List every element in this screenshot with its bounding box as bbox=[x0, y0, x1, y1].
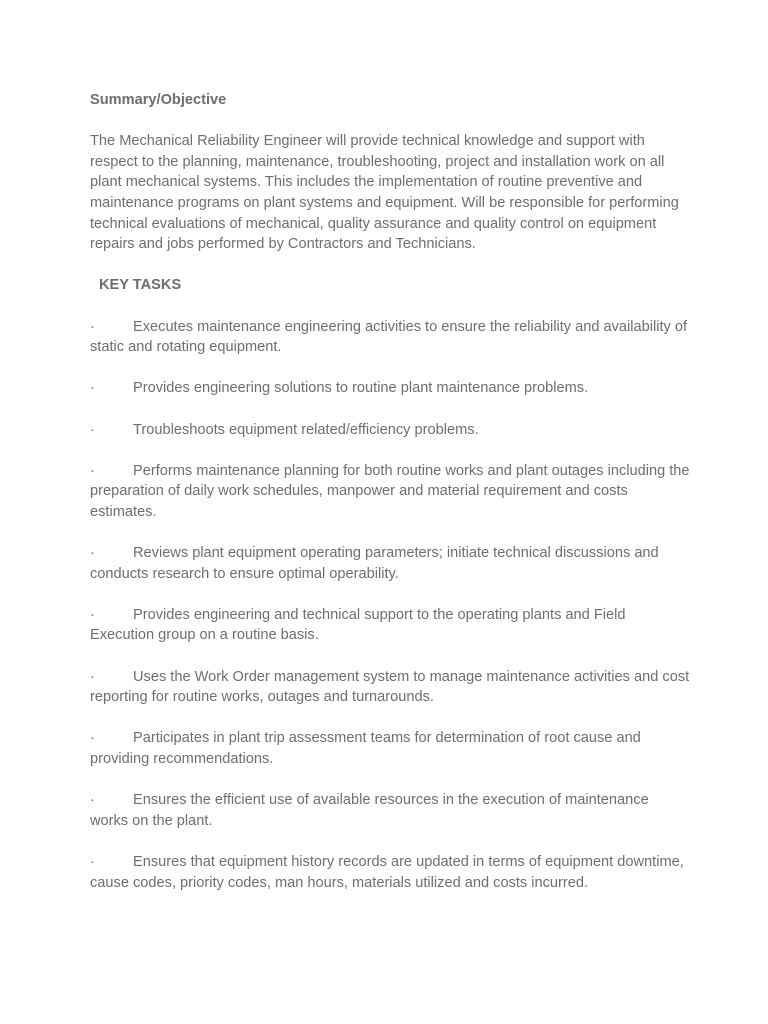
bullet: · bbox=[90, 462, 95, 479]
task-item bbox=[90, 667, 690, 708]
task-text: Ensures that equipment history records are updated in terms of equipment downtime, cause codes, priority codes, man hours, materials utilized and costs incurred. bbox=[90, 853, 684, 891]
task-text: Ensures the efficient use of available resources in the execution of maintenance works on the plant. bbox=[90, 792, 649, 829]
task-item bbox=[90, 378, 690, 399]
bullet: · bbox=[90, 792, 95, 809]
summary-paragraph: The Mechanical Reliability Engineer will provide technical knowledge and support with respect to the planning, maintenance, troubleshooting, project and installation work on all plant mechanical systems. This includes the implementation of routine preventive and maintenance programs on plant systems and equipment. Will be responsible for performing technical evaluations of mechanical, quality assurance and quality control on equipment repairs and jobs performed by Contractors and Technicians. bbox=[90, 133, 679, 253]
task-item bbox=[90, 461, 690, 523]
bullet: · bbox=[90, 668, 95, 685]
task-text: Performs maintenance planning for both routine works and plant outages including the preparation of daily work schedules, manpower and material requirement and costs estimates. bbox=[90, 462, 690, 520]
bullet: · bbox=[90, 853, 95, 870]
task-item bbox=[90, 852, 690, 893]
task-item bbox=[90, 728, 690, 769]
task-text: Provides engineering solutions to routine plant maintenance problems. bbox=[133, 380, 589, 397]
task-text: Executes maintenance engineering activities to ensure the reliability and availability of static and rotating equipment. bbox=[90, 318, 688, 356]
task-item bbox=[90, 317, 690, 358]
bullet: · bbox=[90, 606, 95, 623]
task-text: Troubleshoots equipment related/efficiency problems. bbox=[133, 421, 479, 438]
task-text: Uses the Work Order management system to manage maintenance activities and cost reporting for routine works, outages and turnarounds. bbox=[90, 668, 690, 706]
bullet: · bbox=[90, 318, 95, 335]
key-tasks-heading: KEY TASKS bbox=[99, 277, 182, 294]
task-text: Reviews plant equipment operating parameters; initiate technical discussions and conducts research to ensure optimal operability. bbox=[90, 545, 659, 582]
task-text: Provides engineering and technical support to the operating plants and Field Execution group on a routine basis. bbox=[90, 606, 626, 644]
summary-heading: Summary/Objective bbox=[90, 92, 227, 108]
bullet: · bbox=[90, 380, 95, 397]
bullet: · bbox=[90, 421, 95, 438]
task-item bbox=[90, 790, 690, 831]
task-item bbox=[90, 420, 690, 441]
task-text: Participates in plant trip assessment teams for determination of root cause and providing recommendations. bbox=[90, 730, 641, 767]
document-content bbox=[90, 90, 690, 893]
task-item bbox=[90, 605, 690, 646]
task-list bbox=[90, 317, 690, 894]
task-item bbox=[90, 543, 690, 584]
bullet: · bbox=[90, 545, 95, 562]
bullet: · bbox=[90, 730, 95, 747]
